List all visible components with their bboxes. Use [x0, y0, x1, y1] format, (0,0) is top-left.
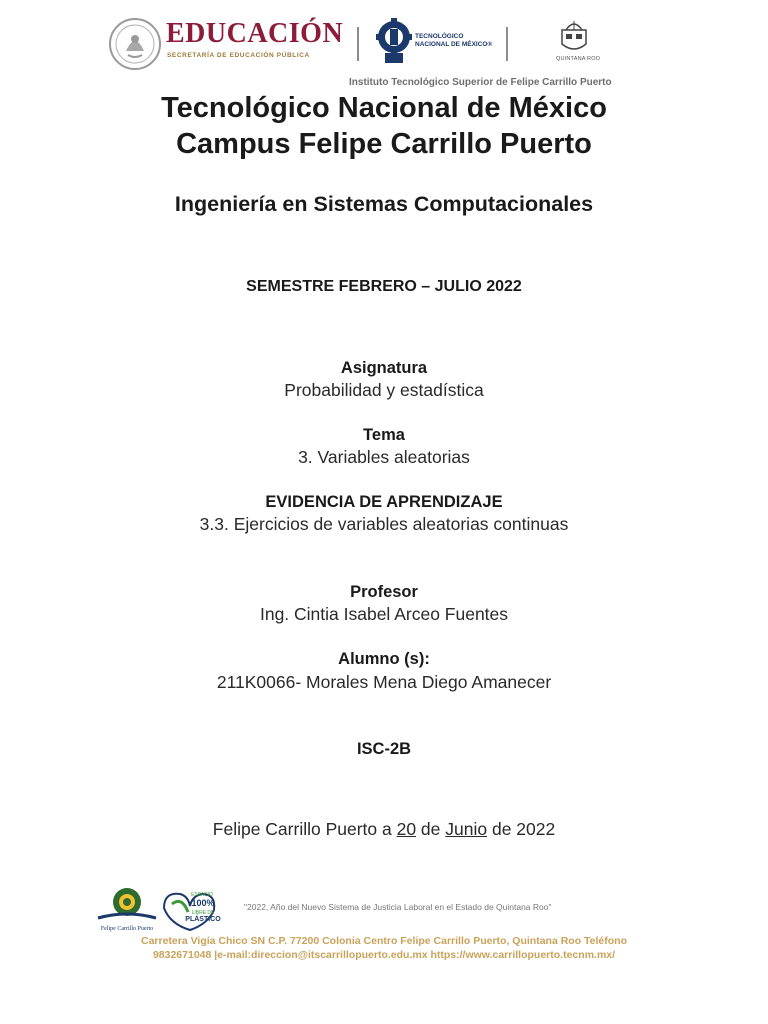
- evidence-label: EVIDENCIA DE APRENDIZAJE: [265, 493, 503, 511]
- date-month: Junio: [445, 819, 488, 839]
- tecnm-gear-icon: [375, 17, 413, 67]
- year-motto: "2022, Año del Nuevo Sistema de Justicia Laboral en el Estado de Quintana Roo": [244, 902, 552, 912]
- header-divider: [357, 27, 359, 61]
- evidence-value: 3.3. Ejercicios de variables aleatorias continuas: [199, 514, 569, 534]
- header-divider: [506, 27, 508, 61]
- plastic-free-text-3: LIBRE DE: [191, 910, 215, 916]
- title-line-1: Tecnológico Nacional de México: [161, 92, 607, 124]
- tecnm-line2: NACIONAL DE MÉXICO®: [415, 41, 493, 48]
- career-name: Ingeniería en Sistemas Computacionales: [174, 192, 594, 216]
- date-mid: de: [416, 819, 446, 839]
- tecnm-logo-text: [415, 33, 492, 49]
- title-line-2: Campus Felipe Carrillo Puerto: [176, 128, 592, 160]
- topic-label: Tema: [363, 426, 405, 444]
- sep-logo-subtitle: SECRETARÍA DE EDUCACIÓN PÚBLICA: [167, 52, 310, 59]
- institute-name: Instituto Tecnológico Superior de Felipe Carrillo Puerto: [349, 77, 612, 88]
- quintana-roo-shield-icon: [558, 18, 590, 54]
- plastic-free-logo-icon: [158, 886, 224, 932]
- student-value: 211K0066- Morales Mena Diego Amanecer: [216, 672, 552, 692]
- plastic-free-text-2: 100%: [191, 898, 215, 908]
- date-day: 20: [396, 819, 417, 839]
- subject-label: Asignatura: [340, 359, 428, 377]
- topic-value: 3. Variables aleatorias: [298, 447, 470, 467]
- tecnm-line1: TECNOLÓGICO: [415, 33, 464, 40]
- student-label: Alumno (s):: [338, 650, 430, 668]
- address-line-2: 9832671048 |e-mail:direccion@itscarrillopuerto.edu.mx https://www.carrillopuerto.tecnm.mx/: [152, 949, 616, 961]
- professor-value: Ing. Cintia Isabel Arceo Fuentes: [259, 604, 509, 624]
- date-suffix: de 2022: [487, 819, 556, 839]
- mexico-seal-icon: [108, 17, 162, 71]
- sep-logo-title: EDUCACIÓN: [166, 18, 344, 49]
- subject-value: Probabilidad y estadística: [284, 380, 484, 400]
- semester: SEMESTRE FEBRERO – JULIO 2022: [246, 278, 522, 295]
- document-header: [0, 0, 768, 95]
- plastic-free-text-1: ESPACIO: [191, 892, 213, 898]
- felipe-carrillo-logo-text: Felipe Carrillo Puerto: [100, 926, 154, 932]
- professor-label: Profesor: [350, 583, 418, 601]
- place-and-date: [0, 819, 768, 840]
- group-code: ISC-2B: [356, 740, 412, 758]
- date-prefix: Felipe Carrillo Puerto a: [212, 819, 397, 839]
- felipe-carrillo-puerto-logo-icon: [96, 884, 158, 932]
- address-line-1: Carretera Vigía Chico SN C.P. 77200 Colonia Centro Felipe Carrillo Puerto, Quintana Roo Teléfono: [140, 935, 628, 947]
- quintana-roo-label: QUINTANA ROO: [556, 56, 601, 62]
- plastic-free-text-4: PLÁSTICO: [185, 916, 221, 923]
